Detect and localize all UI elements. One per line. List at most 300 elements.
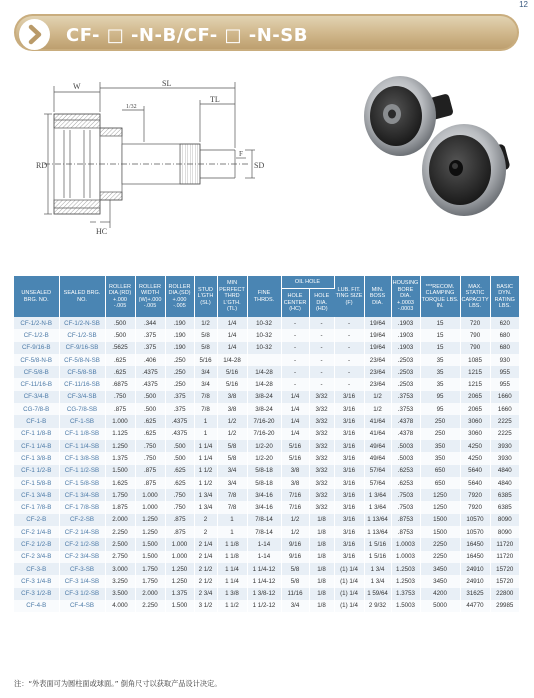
table-cell: 10-32 — [247, 342, 281, 354]
table-cell: 44770 — [460, 600, 490, 612]
col-oil-hole: OIL HOLE — [281, 276, 334, 289]
table-cell: CF-2 3/4-SB — [59, 551, 105, 563]
table-cell: .2503 — [391, 354, 420, 366]
table-cell: (1) 1/4 — [334, 588, 364, 600]
table-cell: 5640 — [460, 465, 490, 477]
table-cell: CF-1 1/2-SB — [59, 465, 105, 477]
table-row — [14, 452, 519, 464]
table-cell: .7503 — [391, 489, 420, 501]
table-cell — [247, 354, 281, 366]
table-cell: 3/32 — [309, 415, 334, 427]
table-cell: .3753 — [391, 403, 420, 415]
table-cell: 1-14 — [247, 538, 281, 550]
table-cell: 10570 — [460, 514, 490, 526]
page-number: 12 — [519, 0, 528, 9]
table-cell: 350 — [420, 452, 460, 464]
table-cell: .6253 — [391, 477, 420, 489]
table-cell: 1/8 — [309, 538, 334, 550]
table-cell: .500 — [105, 329, 135, 341]
table-cell: CF-3 1/4-SB — [59, 575, 105, 587]
table-cell: 1 1/4-12 — [247, 575, 281, 587]
table-cell: 3/32 — [309, 391, 334, 403]
table-row — [14, 440, 519, 452]
table-cell: 3.500 — [105, 588, 135, 600]
table-cell: 1/4 — [217, 342, 247, 354]
table-cell: 24910 — [460, 563, 490, 575]
table-cell: 1500 — [420, 514, 460, 526]
table-cell: 1 — [217, 526, 247, 538]
table-cell: 1.750 — [135, 563, 165, 575]
table-cell: 1/8 — [309, 588, 334, 600]
table-row — [14, 391, 519, 403]
table-cell: 19/64 — [364, 317, 391, 329]
table-cell: 1/4 — [217, 317, 247, 329]
table-cell: CF-3/4-B — [14, 391, 59, 403]
table-cell: 4840 — [490, 477, 519, 489]
table-cell: 3/16 — [334, 465, 364, 477]
table-cell: (1) 1/4 — [334, 600, 364, 612]
table-cell: 3/32 — [309, 501, 334, 513]
table-cell: 1/4-28 — [217, 354, 247, 366]
table-cell: 1.5003 — [391, 600, 420, 612]
table-cell: 1 — [194, 428, 217, 440]
table-cell: CF-1-SB — [59, 415, 105, 427]
table-cell: 7920 — [460, 489, 490, 501]
table-cell: 1 3/64 — [364, 501, 391, 513]
table-cell: 250 — [420, 428, 460, 440]
table-cell: CF-1/2-SB — [59, 329, 105, 341]
table-cell: 5000 — [420, 600, 460, 612]
table-cell: 49/64 — [364, 440, 391, 452]
table-cell: 3/16 — [334, 428, 364, 440]
table-cell: CF-1 1/4-SB — [59, 440, 105, 452]
table-cell: 1.750 — [105, 489, 135, 501]
table-cell: 5/8 — [194, 342, 217, 354]
table-cell: 57/64 — [364, 477, 391, 489]
table-cell: - — [334, 354, 364, 366]
table-cell: 1.500 — [135, 551, 165, 563]
table-cell: .4375 — [165, 428, 194, 440]
table-cell: 1 1/2 — [194, 477, 217, 489]
table-cell: CG-7/8-B — [14, 403, 59, 415]
table-cell: CF-1 3/4-B — [14, 489, 59, 501]
table-cell: 2 9/32 — [364, 600, 391, 612]
table-cell: 1.3753 — [391, 588, 420, 600]
table-cell: 35 — [420, 354, 460, 366]
table-cell: CF-3/4-SB — [59, 391, 105, 403]
table-cell: 4.000 — [105, 600, 135, 612]
table-cell: .625 — [165, 477, 194, 489]
table-cell: 3/16 — [334, 501, 364, 513]
table-cell: CF-2 1/2-SB — [59, 538, 105, 550]
table-cell: 1.000 — [105, 415, 135, 427]
table-cell: .6875 — [105, 378, 135, 390]
table-cell: .1903 — [391, 329, 420, 341]
table-cell: 1/2 — [281, 526, 309, 538]
table-cell: 1.2503 — [391, 563, 420, 575]
table-cell: CF-4-SB — [59, 600, 105, 612]
table-cell: 1 3/4 — [194, 489, 217, 501]
table-cell: .1903 — [391, 342, 420, 354]
table-cell: 1/8 — [309, 600, 334, 612]
table-cell: .8753 — [391, 526, 420, 538]
table-cell: 7/16 — [281, 501, 309, 513]
table-cell: 1 1/4 — [194, 452, 217, 464]
table-cell: 1/4-28 — [247, 366, 281, 378]
table-cell: 1 13/64 — [364, 514, 391, 526]
table-cell: 1.750 — [135, 575, 165, 587]
table-cell: .750 — [165, 489, 194, 501]
table-cell: .6253 — [391, 465, 420, 477]
table-cell: - — [334, 342, 364, 354]
table-cell: 1 3/8 — [217, 588, 247, 600]
table-cell: 1.500 — [165, 600, 194, 612]
banner-fill — [16, 16, 517, 49]
table-cell: CF-5/8-N-SB — [59, 354, 105, 366]
table-cell: .875 — [165, 514, 194, 526]
table-cell: 1/2 — [217, 415, 247, 427]
table-cell: 1/8 — [309, 551, 334, 563]
table-cell: - — [334, 378, 364, 390]
arrow-circle — [19, 19, 50, 50]
table-cell: 3/4 — [217, 465, 247, 477]
table-cell: 1 1/4 — [194, 440, 217, 452]
table-cell: 1/4-28 — [247, 378, 281, 390]
dim-label-sl: SL — [162, 79, 172, 88]
table-cell: CF-1 1/2-B — [14, 465, 59, 477]
table-cell: .5003 — [391, 440, 420, 452]
table-row — [14, 477, 519, 489]
table-cell: 7/8 — [194, 403, 217, 415]
table-cell: CF-1-B — [14, 415, 59, 427]
table-cell: CF-2-B — [14, 514, 59, 526]
table-cell: 3/16 — [334, 551, 364, 563]
table-cell: 15 — [420, 329, 460, 341]
table-row — [14, 403, 519, 415]
table-cell: 3/4 — [217, 477, 247, 489]
table-cell: 1 1/8 — [217, 551, 247, 563]
table-cell: 2 1/2 — [194, 563, 217, 575]
table-cell: - — [334, 329, 364, 341]
col-basic-dyn: BASIC DYN. RATING LBS. — [490, 276, 519, 317]
table-cell: 7920 — [460, 501, 490, 513]
table-row — [14, 489, 519, 501]
dim-label-1-32: 1/32 — [126, 104, 137, 110]
table-cell: 3/32 — [309, 452, 334, 464]
table-cell: CF-1/2-N-B — [14, 317, 59, 329]
table-cell: 19/64 — [364, 329, 391, 341]
table-cell: 3/8-24 — [247, 403, 281, 415]
table-cell: 680 — [490, 342, 519, 354]
col-max-static: MAX. STATIC CAPACITY LBS. — [460, 276, 490, 317]
table-header — [14, 276, 519, 317]
table-cell: 1.000 — [135, 501, 165, 513]
col-roller-dia: ROLLER DIA.(RD) +.000 -.005 — [105, 276, 135, 317]
table-cell: .1903 — [391, 317, 420, 329]
table-cell: 3/32 — [309, 465, 334, 477]
table-cell: CF-2 1/4-B — [14, 526, 59, 538]
table-cell: 3/8 — [281, 465, 309, 477]
table-cell: .7503 — [391, 501, 420, 513]
table-cell: 5/8-18 — [247, 477, 281, 489]
table-cell: 1/2 — [194, 317, 217, 329]
table-cell: 3/32 — [309, 477, 334, 489]
table-cell: .4378 — [391, 415, 420, 427]
table-cell: .750 — [135, 452, 165, 464]
col-housing-bore: HOUSING BORE DIA. +.0003 -.0003 — [391, 276, 420, 317]
table-cell: CF-3 1/4-B — [14, 575, 59, 587]
table-cell: - — [281, 366, 309, 378]
table-cell: 5/8 — [281, 563, 309, 575]
table-cell: 1-14 — [247, 551, 281, 563]
table-cell: 1.500 — [105, 465, 135, 477]
table-cell: 1/4 — [281, 428, 309, 440]
table-cell: - — [309, 366, 334, 378]
table-cell: CF-2-SB — [59, 514, 105, 526]
table-row — [14, 317, 519, 329]
table-cell: 3/32 — [309, 440, 334, 452]
table-cell: .250 — [165, 366, 194, 378]
table-cell: 5/8 — [194, 329, 217, 341]
table-cell: CF-5/8-B — [14, 366, 59, 378]
table-cell: 1/8 — [309, 514, 334, 526]
col-hole-dia: HOLE DIA. (HD) — [309, 289, 334, 318]
table-cell: 3/16 — [334, 477, 364, 489]
table-cell: 7/8 — [217, 489, 247, 501]
table-cell: 1/8 — [309, 575, 334, 587]
table-cell: 1 13/64 — [364, 526, 391, 538]
table-cell: - — [281, 329, 309, 341]
table-cell: 4200 — [420, 588, 460, 600]
col-min-thread: MIN PERFECT THRD L'GTH.(TL) — [217, 276, 247, 317]
table-cell: .375 — [165, 391, 194, 403]
table-cell: CF-9/16-B — [14, 342, 59, 354]
table-cell: 1 59/64 — [364, 588, 391, 600]
table-cell: 3/4 — [194, 378, 217, 390]
table-cell: 3/32 — [309, 489, 334, 501]
table-cell: 1 1/8 — [217, 538, 247, 550]
table-cell: 11720 — [490, 551, 519, 563]
table-cell: .875 — [135, 465, 165, 477]
table-cell: 11720 — [490, 538, 519, 550]
table-cell: - — [309, 342, 334, 354]
table-cell: CF-1 7/8-B — [14, 501, 59, 513]
table-cell: 7/8-14 — [247, 526, 281, 538]
table-cell: 3060 — [460, 415, 490, 427]
table-cell: 7/16-20 — [247, 428, 281, 440]
table-cell: (1) 1/4 — [334, 575, 364, 587]
table-cell: 2.000 — [105, 514, 135, 526]
table-cell: 10-32 — [247, 317, 281, 329]
table-cell: 3/16 — [334, 440, 364, 452]
table-cell: 2225 — [490, 415, 519, 427]
dim-label-tl: TL — [210, 95, 220, 104]
spec-table — [14, 276, 519, 612]
table-cell: .625 — [165, 465, 194, 477]
table-cell: 650 — [420, 465, 460, 477]
table-cell: 35 — [420, 378, 460, 390]
col-fine-thrds: FINE THRDS. — [247, 276, 281, 317]
table-cell: 650 — [420, 477, 460, 489]
table-cell: 5/8 — [281, 575, 309, 587]
table-cell: .375 — [135, 329, 165, 341]
table-cell: CF-3-SB — [59, 563, 105, 575]
table-cell: 1.375 — [165, 588, 194, 600]
table-cell: - — [309, 329, 334, 341]
table-cell: 24910 — [460, 575, 490, 587]
col-clamping-torque: ***RECOM. CLAMPING TORQUE LBS. IN. — [420, 276, 460, 317]
table-cell: 1.250 — [165, 575, 194, 587]
table-cell: .190 — [165, 329, 194, 341]
table-cell: - — [334, 317, 364, 329]
table-cell: 1.375 — [105, 452, 135, 464]
table-cell: 3/16 — [334, 452, 364, 464]
table-cell: 2 1/2 — [194, 575, 217, 587]
table-cell: 1/2-20 — [247, 452, 281, 464]
table-cell: 8090 — [490, 526, 519, 538]
table-cell: 350 — [420, 440, 460, 452]
table-cell: .625 — [135, 415, 165, 427]
table-cell: 1 3/8-12 — [247, 588, 281, 600]
table-cell: 9/16 — [281, 551, 309, 563]
table-cell: 1.000 — [165, 551, 194, 563]
table-cell: 15 — [420, 342, 460, 354]
table-cell: 3/16 — [334, 391, 364, 403]
table-cell: CF-3-B — [14, 563, 59, 575]
table-row — [14, 378, 519, 390]
table-cell: 790 — [460, 329, 490, 341]
table-cell: CF-1 1/8-B — [14, 428, 59, 440]
table-cell: 1660 — [490, 403, 519, 415]
table-cell: 3450 — [420, 575, 460, 587]
table-cell: 5/16 — [281, 452, 309, 464]
table-cell: 3/16 — [334, 403, 364, 415]
table-cell: 1.250 — [135, 526, 165, 538]
table-cell: .875 — [105, 403, 135, 415]
dim-label-f: F — [239, 150, 243, 158]
table-cell: 1 3/4 — [194, 501, 217, 513]
table-cell: .190 — [165, 342, 194, 354]
col-stud-length: STUD L'GTH (SL) — [194, 276, 217, 317]
table-cell: 23/64 — [364, 354, 391, 366]
table-cell: 1500 — [420, 526, 460, 538]
table-cell: 3/16 — [334, 538, 364, 550]
table-cell: .500 — [135, 403, 165, 415]
table-body — [14, 317, 519, 612]
table-cell: - — [309, 317, 334, 329]
table-cell: .750 — [105, 391, 135, 403]
table-cell: CF-1 3/4-SB — [59, 489, 105, 501]
table-cell: .5625 — [105, 342, 135, 354]
table-cell: 5/16 — [281, 440, 309, 452]
table-cell: - — [309, 354, 334, 366]
table-cell: 3/16 — [334, 514, 364, 526]
table-cell: 2 1/4 — [194, 538, 217, 550]
table-cell: .8753 — [391, 514, 420, 526]
dim-label-hc: HC — [96, 227, 108, 236]
specification-table — [14, 276, 519, 671]
table-cell: 11/16 — [281, 588, 309, 600]
table-cell: 2 1/4 — [194, 551, 217, 563]
chevron-right-icon — [19, 19, 50, 50]
table-cell: 3/4-16 — [247, 489, 281, 501]
table-cell: 1/4 — [281, 403, 309, 415]
table-cell: CF-2 3/4-B — [14, 551, 59, 563]
table-cell: 1 1/4 — [217, 575, 247, 587]
table-cell: .750 — [165, 501, 194, 513]
table-cell: 1/2-20 — [247, 440, 281, 452]
table-cell: 790 — [460, 342, 490, 354]
table-cell: 41/64 — [364, 415, 391, 427]
table-cell: 1 1/4-12 — [247, 563, 281, 575]
table-cell: 10-32 — [247, 329, 281, 341]
table-cell: CF-1 5/8-B — [14, 477, 59, 489]
table-cell: 1/2 — [364, 391, 391, 403]
table-cell: CG-7/8-SB — [59, 403, 105, 415]
table-row — [14, 354, 519, 366]
table-cell: 1 3/64 — [364, 489, 391, 501]
table-cell: 16450 — [460, 538, 490, 550]
table-cell: .250 — [165, 378, 194, 390]
table-cell: 5/16 — [217, 378, 247, 390]
table-cell: .500 — [165, 452, 194, 464]
table-cell: CF-3 1/2-B — [14, 588, 59, 600]
table-cell: 5/8 — [217, 440, 247, 452]
table-cell: 1 5/16 — [364, 551, 391, 563]
table-cell: 3/4-16 — [247, 501, 281, 513]
table-cell: .3753 — [391, 391, 420, 403]
table-cell: 35 — [420, 366, 460, 378]
table-cell: 41/64 — [364, 428, 391, 440]
table-cell: 5/16 — [217, 366, 247, 378]
table-cell: .4375 — [165, 415, 194, 427]
table-cell: (1) 1/4 — [334, 563, 364, 575]
table-cell: 23/64 — [364, 378, 391, 390]
table-cell: .4375 — [135, 378, 165, 390]
col-roller-width: ROLLER WIDTH (W)+.000 -.005 — [135, 276, 165, 317]
table-cell: 4250 — [460, 440, 490, 452]
page-title: CF- □ -N-B/CF- □ -N-SB — [66, 25, 308, 46]
table-cell: 3 1/2 — [194, 600, 217, 612]
table-row — [14, 551, 519, 563]
table-row — [14, 538, 519, 550]
table-cell: 620 — [490, 317, 519, 329]
table-cell: 3/8 — [281, 477, 309, 489]
table-cell: 1/4 — [281, 391, 309, 403]
table-cell: 1 5/16 — [364, 538, 391, 550]
table-cell: 5/8-18 — [247, 465, 281, 477]
table-row — [14, 526, 519, 538]
table-cell: 955 — [490, 378, 519, 390]
table-cell: 1.250 — [105, 440, 135, 452]
table-cell: 5/16 — [194, 354, 217, 366]
table-cell: 3930 — [490, 440, 519, 452]
footnote: 注：“外表面可为圆柱面或球面。” 倒角尺寸以获取产品设计决定。 — [14, 679, 222, 688]
table-cell: .625 — [105, 354, 135, 366]
table-cell: 3.250 — [105, 575, 135, 587]
table-cell: 3/8-24 — [247, 391, 281, 403]
table-cell: 3/4 — [281, 600, 309, 612]
table-cell: 9/16 — [281, 538, 309, 550]
dim-label-sd: SD — [254, 161, 265, 170]
col-min-boss: MIN. BOSS DIA. — [364, 276, 391, 317]
table-cell: - — [281, 317, 309, 329]
table-cell: 1.0003 — [391, 538, 420, 550]
table-cell: .875 — [135, 477, 165, 489]
table-cell: 1.2503 — [391, 575, 420, 587]
table-cell: CF-1 7/8-SB — [59, 501, 105, 513]
table-cell: .875 — [165, 526, 194, 538]
